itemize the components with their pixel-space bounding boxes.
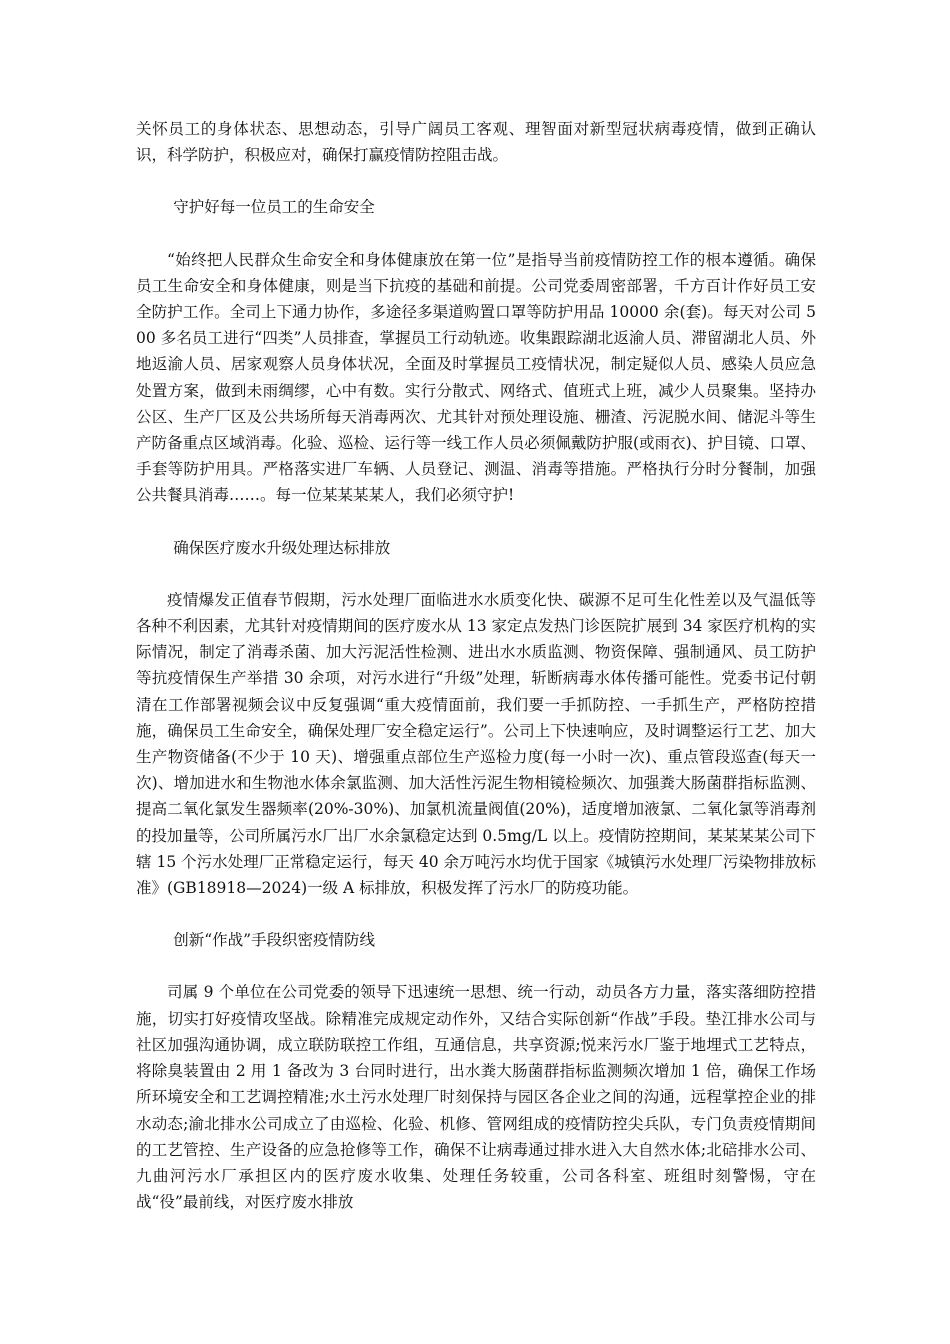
paragraph-innovative-measures: 司属 9 个单位在公司党委的领导下迅速统一思想、统一行动，动员各方力量，落实落细防控措施，切实打好疫情攻坚战。除精准完成规定动作外，又结合实际创新“作战”手段。垫江排水公司与社区加强沟通协调，成立联防联控工作组，互通信息，共享资源;悦来污水厂鉴于地埋式工艺特点，将除臭装置由 2 用 1 备改为 3 台同时进行，出水粪大肠菌群指标监测频次增加 1 倍，确保工作场所环境安全和工艺调控精准;水土污水处理厂时刻保持与园区各企业之间的沟通，远程掌控企业的排水动态;渝北排水公司成立了由巡检、化验、机修、管网组成的疫情防控尖兵队，专门负责疫情期间的工艺管控、生产设备的应急抢修等工作，确保不让病毒通过排水进入大自然水体;北碚排水公司、九曲河污水厂承担区内的医疗废水收集、处理任务较重，公司各科室、班组时刻警惕，守在战“役”最前线，对医疗废水排放 xyxy=(136,983,816,1212)
section-heading-medical-wastewater: 确保医疗废水升级处理达标排放 xyxy=(173,538,391,557)
paragraph-employee-safety: “始终把人民群众生命安全和身体健康放在第一位”是指导当前疫情防控工作的根本遵循。确保员工生命安全和身体健康，则是当下抗疫的基础和前提。公司党委周密部署，千方百计作好员工安全防护工作。全司上下通力协作，多途径多渠道购置口罩等防护用品 10000 余(套)。每天对公司 500 多名员工进行“四类”人员排查，掌握员工行动轨迹。收集跟踪湖北返渝人员、滞留湖北人员、外地返渝人员、居家观察人员身体状况，全面及时掌握员工疫情状况，制定疑似人员、感染人员应急处置方案，做到未雨绸缪，心中有数。实行分散式、网络式、值班式上班，减少人员聚集。坚持办公区、生产厂区及公共场所每天消毒两次、尤其针对预处理设施、栅渣、污泥脱水间、储泥斗等生产防备重点区域消毒。化验、巡检、运行等一线工作人员必须佩戴防护服(或雨衣)、护目镜、口罩、手套等防护用具。严格落实进厂车辆、人员登记、测温、消毒等措施。严格执行分时分餐制，加强公共餐具消毒……。每一位某某某某人，我们必须守护! xyxy=(136,250,816,505)
paragraph-continued: 关怀员工的身体状态、思想动态，引导广阔员工客观、理智面对新型冠状病毒疫情，做到正确认识，科学防护，积极应对，确保打赢疫情防控阻击战。 xyxy=(136,120,816,165)
section-heading-innovative-measures: 创新“作战”手段织密疫情防线 xyxy=(173,931,376,950)
document-page xyxy=(136,116,816,1241)
paragraph-medical-wastewater: 疫情爆发正值春节假期，污水处理厂面临进水水质变化快、碳源不足可生化性差以及气温低等各种不利因素，尤其针对疫情期间的医疗废水从 13 家定点发热门诊医院扩展到 34 家医疗机构的实际情况，制定了消毒杀菌、加大污泥活性检测、进出水水质监测、物资保障、强制通风、员工防护等抗疫情保生产举措 30 余项，对污水进行“升级”处理，斩断病毒水体传播可能性。党委书记付朝清在工作部署视频会议中反复强调“重大疫情面前，我们要一手抓防控、一手抓生产，严格防控措施，确保员工生命安全，确保处理厂安全稳定运行”。公司上下快速响应，及时调整运行工艺、加大生产物资储备(不少于 10 天)、增强重点部位生产巡检力度(每一小时一次)、重点管段巡查(每天一次)、增加进水和生物池水体余氯监测、加大活性污泥生物相镜检频次、加强粪大肠菌群指标监测、提高二氧化氯发生器频率(20%-30%)、加氯机流量阀值(20%)，适度增加液氯、二氧化氯等消毒剂的投加量等，公司所属污水厂出厂水余氯稳定达到 0.5mg/L 以上。疫情防控期间，某某某某公司下辖 15 个污水处理厂正常稳定运行，每天 40 余万吨污水均优于国家《城镇污水处理厂污染物排放标准》(GB18918—2024)一级 A 标排放，积极发挥了污水厂的防疫功能。 xyxy=(136,590,816,898)
section-heading-employee-safety: 守护好每一位员工的生命安全 xyxy=(173,198,375,217)
